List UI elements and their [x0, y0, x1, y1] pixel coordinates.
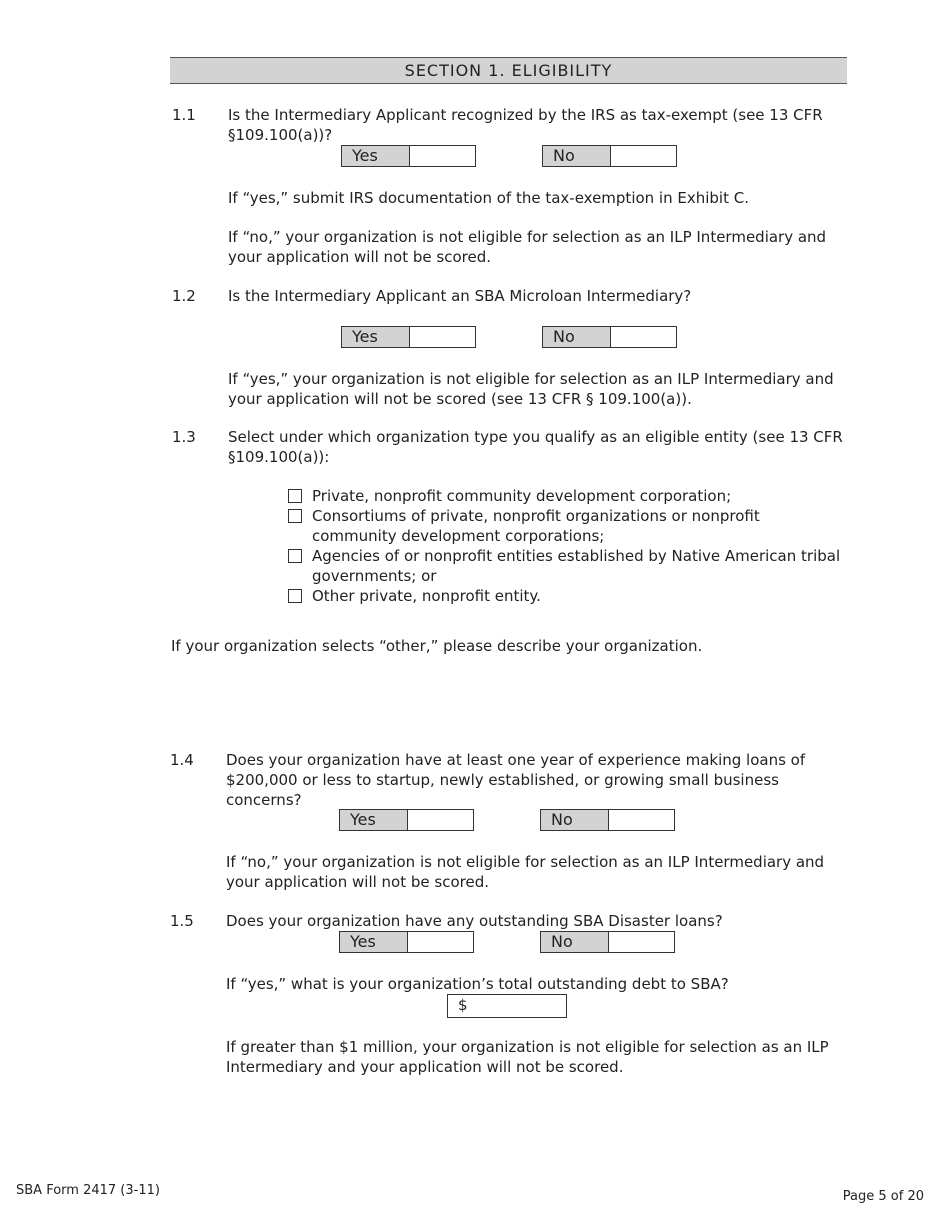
no-label: No	[541, 932, 609, 952]
no-field[interactable]	[542, 326, 677, 348]
checkbox[interactable]	[288, 509, 302, 523]
page-number: Page 5 of 20	[842, 1189, 924, 1204]
note-text: If “no,” your organization is not eligible for selection as an ILP Intermediary and your application will not be scored.	[228, 228, 827, 266]
yes-input[interactable]	[408, 810, 473, 830]
option-row	[288, 546, 848, 586]
no-label: No	[543, 146, 611, 166]
no-field[interactable]	[540, 809, 675, 831]
checkbox[interactable]	[288, 549, 302, 563]
question-text: Select under which organization type you qualify as an eligible entity (see 13 CFR §109.100(a)):	[228, 428, 843, 466]
checkbox[interactable]	[288, 589, 302, 603]
question-text: Does your organization have any outstanding SBA Disaster loans?	[226, 912, 723, 930]
option-row	[288, 506, 848, 546]
option-label: Other private, nonprofit entity.	[312, 587, 541, 605]
no-label: No	[541, 810, 609, 830]
no-field[interactable]	[542, 145, 677, 167]
yes-input[interactable]	[410, 146, 475, 166]
yes-field[interactable]	[341, 326, 476, 348]
option-label: Private, nonprofit community development corporation;	[312, 487, 732, 505]
checkbox[interactable]	[288, 489, 302, 503]
yes-field[interactable]	[339, 809, 474, 831]
no-field[interactable]	[540, 931, 675, 953]
note-text: If “yes,” submit IRS documentation of the tax-exemption in Exhibit C.	[228, 189, 749, 207]
section-title: SECTION 1. ELIGIBILITY	[170, 57, 847, 84]
question-number: 1.5	[170, 912, 194, 930]
option-label: Agencies of or nonprofit entities established by Native American tribal governments; or	[312, 547, 841, 585]
other-note: If your organization selects “other,” please describe your organization.	[171, 637, 703, 655]
yes-input[interactable]	[410, 327, 475, 347]
yes-label: Yes	[342, 146, 410, 166]
question-text: Does your organization have at least one year of experience making loans of $200,000 or less to startup, newly established, or growing small business concerns?	[226, 751, 806, 809]
note-text: If “no,” your organization is not eligible for selection as an ILP Intermediary and your application will not be scored.	[226, 853, 825, 891]
question-number: 1.3	[172, 428, 196, 446]
option-row	[288, 586, 848, 606]
no-label: No	[543, 327, 611, 347]
form-number: SBA Form 2417 (3-11)	[16, 1183, 160, 1198]
question-number: 1.4	[170, 751, 194, 769]
yes-label: Yes	[342, 327, 410, 347]
no-input[interactable]	[609, 810, 674, 830]
note-text: If “yes,” your organization is not eligible for selection as an ILP Intermediary and your application will not be scored (see 13 CFR § 109.100(a)).	[228, 370, 834, 408]
org-type-options	[288, 486, 848, 606]
yes-field[interactable]	[341, 145, 476, 167]
yes-field[interactable]	[339, 931, 474, 953]
debt-question: If “yes,” what is your organization’s total outstanding debt to SBA?	[226, 975, 729, 993]
question-text: Is the Intermediary Applicant an SBA Microloan Intermediary?	[228, 287, 692, 305]
currency-symbol: $	[458, 996, 468, 1014]
debt-amount-field[interactable]	[447, 994, 567, 1018]
question-number: 1.2	[172, 287, 196, 305]
yes-label: Yes	[340, 810, 408, 830]
yes-label: Yes	[340, 932, 408, 952]
question-number: 1.1	[172, 106, 196, 124]
yes-input[interactable]	[408, 932, 473, 952]
no-input[interactable]	[611, 146, 676, 166]
question-text: Is the Intermediary Applicant recognized by the IRS as tax-exempt (see 13 CFR §109.100(a))?	[228, 106, 823, 144]
option-row	[288, 486, 848, 506]
note-text: If greater than $1 million, your organization is not eligible for selection as an ILP Intermediary and your application will not be scored.	[226, 1038, 829, 1076]
no-input[interactable]	[611, 327, 676, 347]
no-input[interactable]	[609, 932, 674, 952]
option-label: Consortiums of private, nonprofit organizations or nonprofit community development corporations;	[312, 507, 760, 545]
